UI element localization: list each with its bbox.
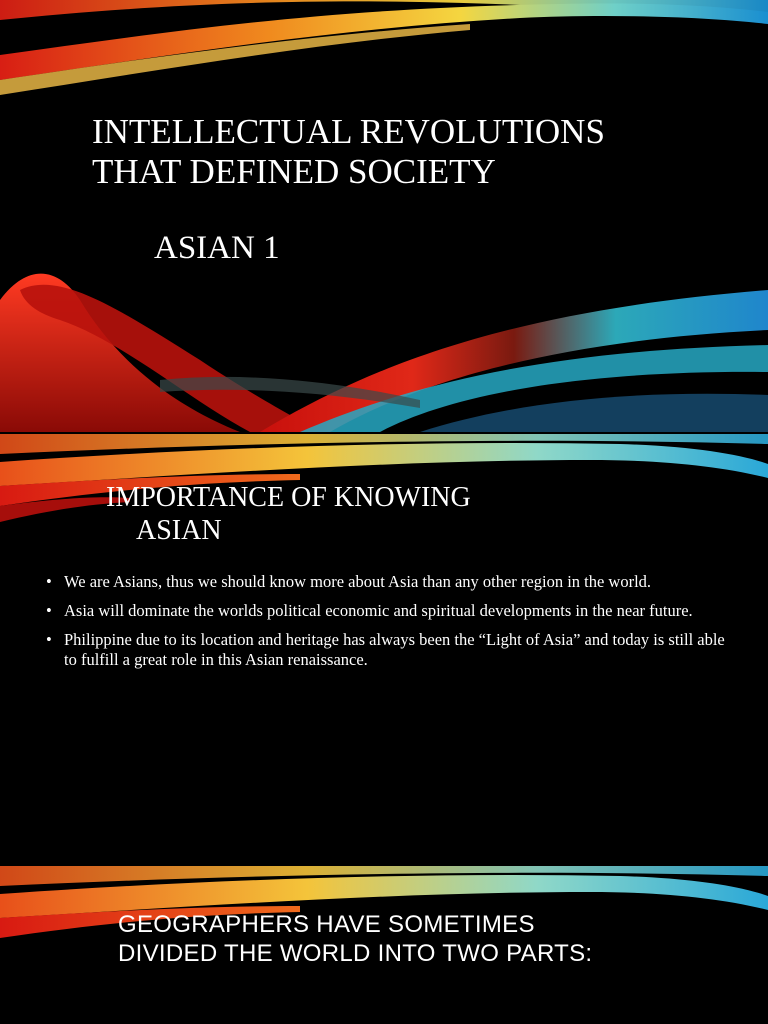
title-line-1: INTELLECTUAL REVOLUTIONS [92,112,605,151]
heading-line-1: GEOGRAPHERS HAVE SOMETIMES [118,911,535,938]
bullet-item [46,630,726,670]
bullet-list [46,572,726,679]
swoosh-decoration [0,0,768,432]
slide-heading [118,910,718,968]
slide-geographers [0,866,768,1024]
slide-subtitle: ASIAN 1 [154,230,280,266]
bullet-marker: • [46,630,52,649]
bullet-marker: • [46,572,52,591]
bullet-text: Asia will dominate the worlds political economic and spiritual developments in the near future. [64,601,693,620]
title-line-2: THAT DEFINED SOCIETY [92,152,496,191]
slide-title [0,0,768,432]
bullet-marker: • [46,601,52,620]
heading-line-2: DIVIDED THE WORLD INTO TWO PARTS: [118,940,593,967]
bullet-item [46,601,726,621]
slide-importance [0,434,768,864]
bullet-text: We are Asians, thus we should know more about Asia than any other region in the world. [64,572,652,591]
heading-line-2: ASIAN [136,515,222,546]
heading-line-1: IMPORTANCE OF KNOWING [106,482,471,513]
slide-heading [106,481,626,547]
slide-title-heading [92,112,712,192]
bullet-text: Philippine due to its location and heritage has always been the “Light of Asia” and today is still able to fulfill a great role in this Asian renaissance. [64,630,725,669]
bullet-item [46,572,726,592]
